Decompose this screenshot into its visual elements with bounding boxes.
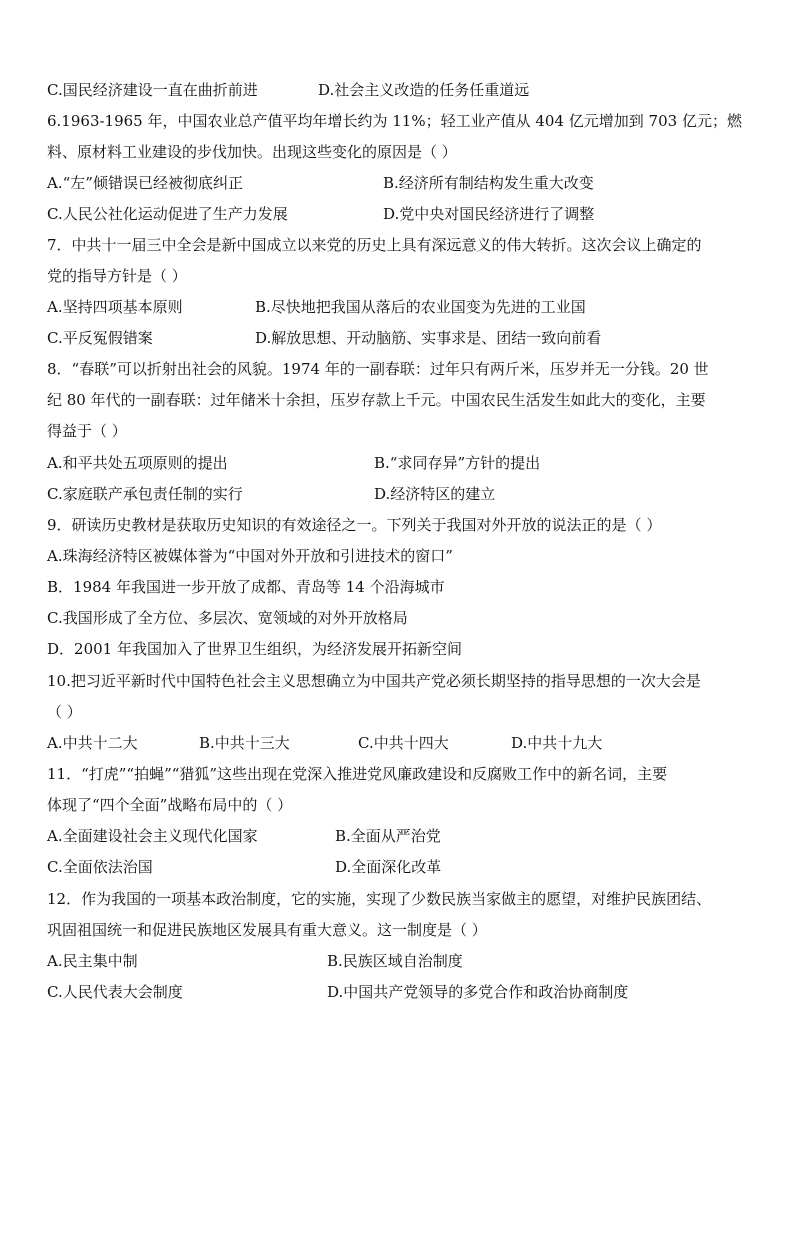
q5-option-c: C.国民经济建设一直在曲折前进 <box>47 81 258 99</box>
q10-option-d: D.中共十九大 <box>511 734 603 752</box>
q8-option-d: D.经济特区的建立 <box>374 485 496 503</box>
q8-option-c: C.家庭联产承包责任制的实行 <box>47 485 243 503</box>
q7-option-d: D.解放思想、开动脑筋、实事求是、团结一致向前看 <box>255 329 602 347</box>
q11-stem-line-1: 11．“打虎”“拍蝇”“猎狐”这些出现在党深入推进党风廉政建设和反腐败工作中的新名词，主要 <box>47 765 668 783</box>
q6-stem-line-1: 6.1963-1965 年，中国农业总产值平均年增长约为 11%；轻工业产值从 404 亿元增加到 703 亿元；燃 <box>47 112 742 130</box>
q10-stem-line-2: （ ） <box>47 703 82 721</box>
q6-option-b: B.经济所有制结构发生重大改变 <box>383 174 594 192</box>
q9-stem-line-1: 9．研读历史教材是获取历史知识的有效途径之一。下列关于我国对外开放的说法正的是（ ） <box>47 516 662 534</box>
q11-option-a: A.全面建设社会主义现代化国家 <box>47 827 258 845</box>
q7-option-b: B.尽快地把我国从落后的农业国变为先进的工业国 <box>255 298 586 316</box>
q11-option-b: B.全面从严治党 <box>335 827 441 845</box>
q12-option-c: C.人民代表大会制度 <box>47 983 183 1001</box>
q10-option-c: C.中共十四大 <box>358 734 449 752</box>
q6-option-d: D.党中央对国民经济进行了调整 <box>383 205 595 223</box>
q12-option-a: A.民主集中制 <box>47 952 138 970</box>
q7-option-c: C.平反冤假错案 <box>47 329 153 347</box>
q9-option-d: D．2001 年我国加入了世界卫生组织，为经济发展开拓新空间 <box>47 640 462 658</box>
q12-stem-line-1: 12．作为我国的一项基本政治制度，它的实施，实现了少数民族当家做主的愿望，对维护民族团结、 <box>47 890 712 908</box>
q9-option-b: B．1984 年我国进一步开放了成都、青岛等 14 个沿海城市 <box>47 578 445 596</box>
q8-stem-line-2: 纪 80 年代的一副春联：过年储米十余担，压岁存款上千元。中国农民生活发生如此大的变化，主要 <box>47 391 706 409</box>
q9-option-a: A.珠海经济特区被媒体誉为“中国对外开放和引进技术的窗口” <box>47 547 453 565</box>
q6-stem-line-2: 料、原材料工业建设的步伐加快。出现这些变化的原因是（ ） <box>47 143 457 161</box>
q8-option-a: A.和平共处五项原则的提出 <box>47 454 228 472</box>
q7-stem-line-1: 7．中共十一届三中全会是新中国成立以来党的历史上具有深远意义的伟大转折。这次会议上确定的 <box>47 236 702 254</box>
q10-stem-line-1: 10.把习近平新时代中国特色社会主义思想确立为中国共产党必须长期坚持的指导思想的一次大会是 <box>47 672 701 690</box>
q8-stem-line-3: 得益于（ ） <box>47 422 127 440</box>
q8-stem-line-1: 8．“春联”可以折射出社会的风貌。1974 年的一副春联：过年只有两斤米，压岁并无一分钱。20 世 <box>47 360 709 378</box>
q12-option-d: D.中国共产党领导的多党合作和政治协商制度 <box>327 983 629 1001</box>
q6-option-c: C.人民公社化运动促进了生产力发展 <box>47 205 288 223</box>
q11-option-c: C.全面依法治国 <box>47 858 153 876</box>
q9-option-c: C.我国形成了全方位、多层次、宽领域的对外开放格局 <box>47 609 408 627</box>
q7-stem-line-2: 党的指导方针是（ ） <box>47 267 187 285</box>
q11-option-d: D.全面深化改革 <box>335 858 442 876</box>
q11-stem-line-2: 体现了“四个全面”战略布局中的（ ） <box>47 796 293 814</box>
q10-option-a: A.中共十二大 <box>47 734 138 752</box>
q6-option-a: A.“左”倾错误已经被彻底纠正 <box>47 174 243 192</box>
q7-option-a: A.坚持四项基本原则 <box>47 298 183 316</box>
q12-option-b: B.民族区域自治制度 <box>327 952 463 970</box>
q5-option-d: D.社会主义改造的任务任重道远 <box>318 81 530 99</box>
q12-stem-line-2: 巩固祖国统一和促进民族地区发展具有重大意义。这一制度是（ ） <box>47 921 487 939</box>
q10-option-b: B.中共十三大 <box>199 734 290 752</box>
q8-option-b: B.“求同存异”方针的提出 <box>374 454 541 472</box>
